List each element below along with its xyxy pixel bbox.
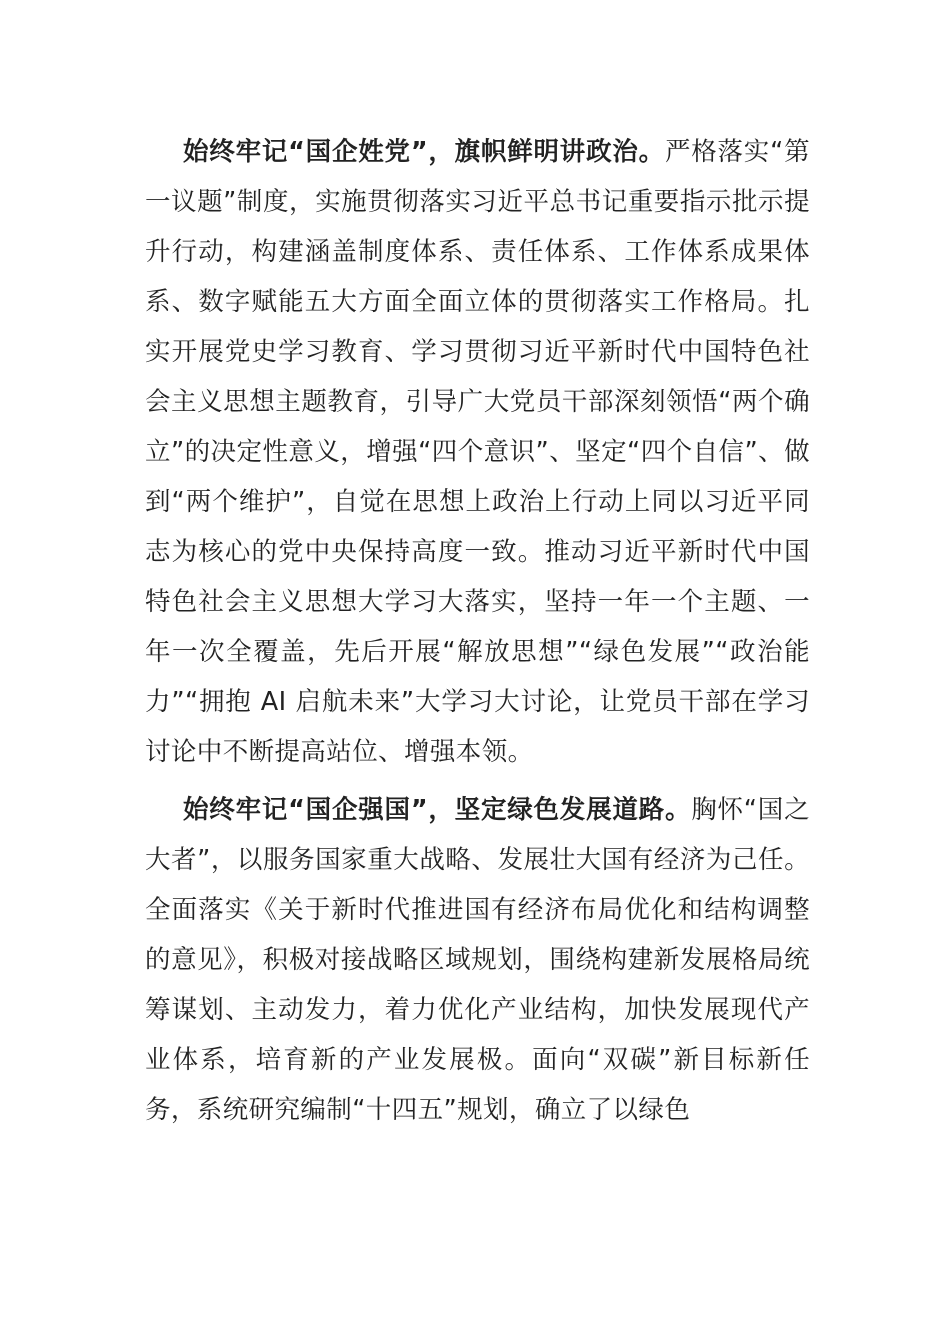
paragraph-green-development: [145, 785, 810, 1135]
paragraph-text: 严格落实“第一议题”制度，实施贯彻落实习近平总书记重要指示批示提升行动，构建涵盖制度体系、责任体系、工作体系成果体系、数字赋能五大方面全面立体的贯彻落实工作格局。扎实开展党史学习教育、学习贯彻习近平新时代中国特色社会主义思想主题教育，引导广大党员干部深刻领悟“两个确立”的决定性意义，增强“四个意识”、坚定“四个自信”、做到“两个维护”，自觉在思想上政治上行动上同以习近平同志为核心的党中央保持高度一致。推动习近平新时代中国特色社会主义思想大学习大落实，坚持一年一个主题、一年一次全覆盖，先后开展“解放思想”“绿色发展”“政治能力”“拥抱 AI 启航未来”大学习大讨论，让党员干部在学习讨论中不断提高站位、增强本领。: [145, 137, 810, 767]
paragraph-heading: 始终牢记“国企强国”，坚定绿色发展道路。: [183, 795, 692, 825]
paragraph-party-leadership: [145, 127, 810, 777]
paragraph-heading: 始终牢记“国企姓党”，旗帜鲜明讲政治。: [183, 137, 665, 167]
document-body: [145, 127, 810, 1135]
paragraph-text: 胸怀“国之大者”，以服务国家重大战略、发展壮大国有经济为己任。全面落实《关于新时代推进国有经济布局优化和结构调整的意见》，积极对接战略区域规划，围绕构建新发展格局统筹谋划、主动发力，着力优化产业结构，加快发展现代产业体系，培育新的产业发展极。面向“双碳”新目标新任务，系统研究编制“十四五”规划，确立了以绿色: [145, 795, 810, 1125]
